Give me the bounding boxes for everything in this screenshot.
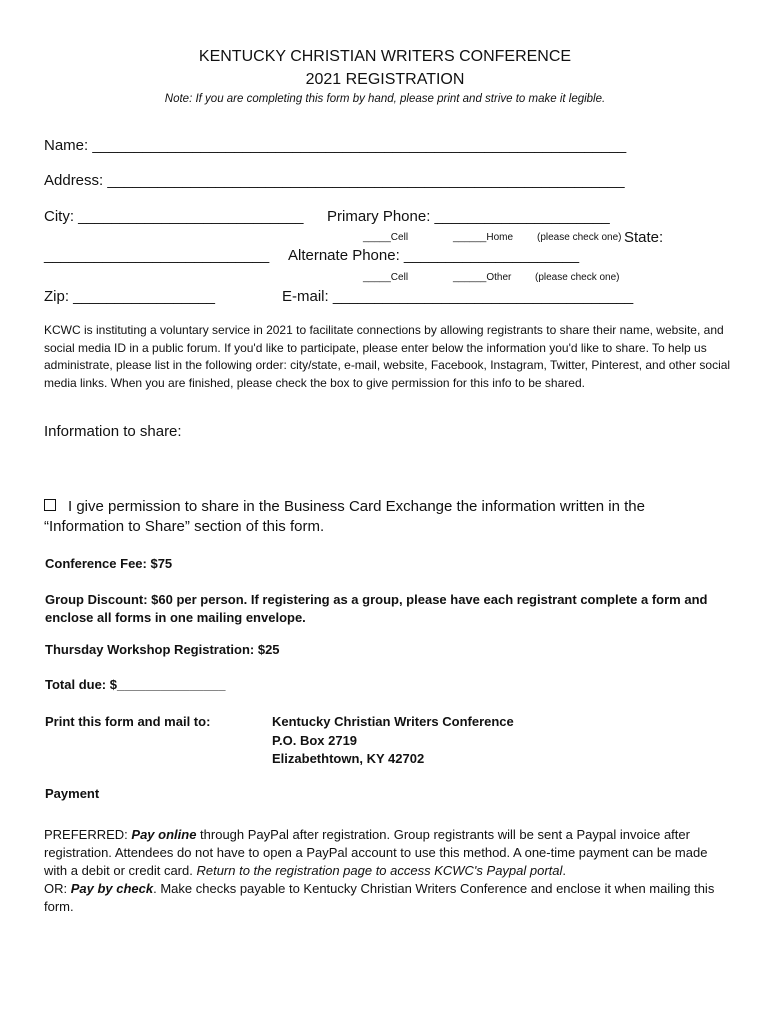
primary-phone-home-option[interactable]: ______Home [453, 232, 514, 243]
permission-text-2: “Information to Share” section of this form. [44, 518, 325, 535]
form-title: KENTUCKY CHRISTIAN WRITERS CONFERENCE [198, 48, 572, 65]
information-to-share-label: Information to share: [44, 423, 182, 440]
zip-field[interactable]: Zip: _________________ [44, 288, 215, 305]
form-note: Note: If you are completing this form by hand, please print and strive to make it legible. [164, 93, 606, 105]
mail-address-line3: Elizabethtown, KY 42702 [272, 751, 425, 766]
share-info-paragraph: KCWC is instituting a voluntary service in 2021 to facilitate connections by allowing registrants to share their name, website, and social media ID in a public forum. If you'd like to participate, please enter below the information you'd like to share. To help us administrate, please list in the following order: city/state, e-mail, website, Facebook, Instagram, Twitter, Pinterest, and other social media links. When you are finished, please check the box to give permission for this info to be shared. [44, 323, 731, 390]
payment-heading: Payment [45, 786, 100, 801]
group-discount: Group Discount: $60 per person. If registering as a group, please have each registrant complete a form and enclose all forms in one mailing envelope. [45, 592, 708, 625]
primary-phone-check-hint: (please check one) [537, 232, 622, 243]
workshop-fee: Thursday Workshop Registration: $25 [45, 642, 280, 657]
paypal-portal-note: Return to the registration page to access KCWC's Paypal portal [196, 863, 563, 878]
primary-phone-field[interactable]: Primary Phone: _____________________ [327, 208, 610, 225]
pay-by-check-emphasis: Pay by check [70, 881, 154, 896]
alternate-phone-check-hint: (please check one) [535, 272, 620, 283]
preferred-end: . [562, 863, 567, 878]
mail-address-line1: Kentucky Christian Writers Conference [272, 714, 514, 729]
city-field[interactable]: City: ___________________________ [44, 208, 304, 225]
mail-label: Print this form and mail to: [45, 714, 211, 729]
primary-phone-cell-option[interactable]: _____Cell [363, 232, 409, 243]
preferred-text: through PayPal after registration. Group registrants will be sent a Paypal invoice after registration. Attendees do not have to open a PayPal account to use this method. A one-time payment can be made with a debit or credit card. [44, 827, 708, 878]
permission-line [44, 498, 645, 515]
state-field[interactable]: ___________________________ [44, 247, 270, 264]
pay-online-emphasis: Pay online [131, 827, 197, 842]
alternate-phone-other-option[interactable]: ______Other [453, 272, 512, 283]
address-field[interactable]: Address: ______________________________________________________________ [44, 172, 625, 189]
total-due-field[interactable]: Total due: $_______________ [45, 677, 226, 692]
name-field[interactable]: Name: ________________________________________________________________ [44, 137, 627, 154]
or-text: . Make checks payable to Kentucky Christian Writers Conference and enclose it when mailing this form. [44, 881, 715, 914]
mail-address-line2: P.O. Box 2719 [272, 733, 358, 748]
alternate-phone-field[interactable]: Alternate Phone: _____________________ [288, 247, 580, 264]
permission-checkbox[interactable] [44, 499, 56, 511]
conference-fee: Conference Fee: $75 [45, 556, 173, 571]
state-label: State: [624, 229, 664, 246]
permission-text-1: I give permission to share in the Business Card Exchange the information written in the [68, 498, 645, 515]
alternate-phone-cell-option[interactable]: _____Cell [363, 272, 409, 283]
preferred-label: PREFERRED: [44, 827, 132, 842]
form-subtitle: 2021 REGISTRATION [305, 71, 465, 88]
or-label: OR: [44, 881, 71, 896]
payment-preferred [44, 826, 719, 916]
email-field[interactable]: E-mail: ____________________________________ [282, 288, 634, 305]
